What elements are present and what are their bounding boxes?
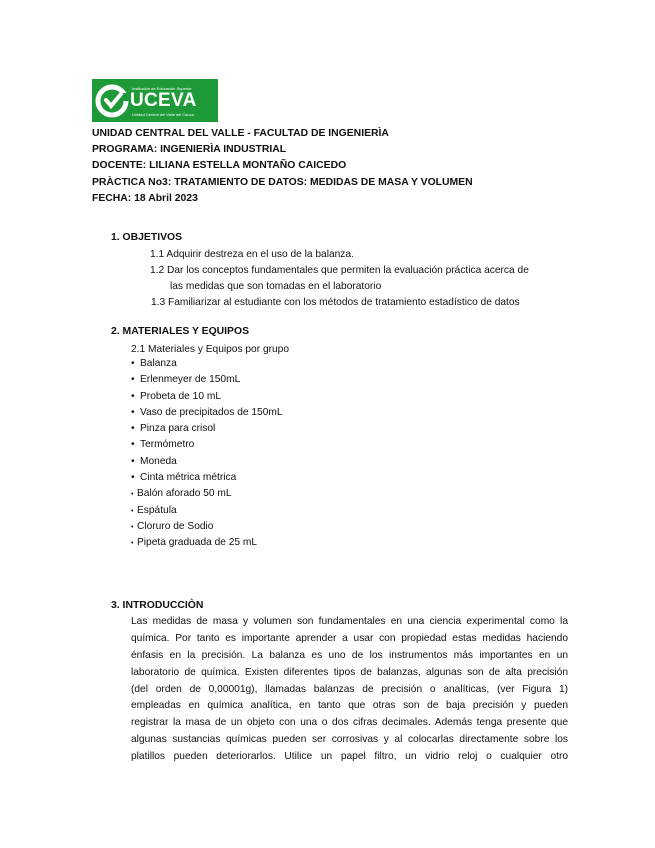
logo-institution-text: Institución de Educación Superior: [132, 86, 192, 91]
bullet-icon: •: [131, 491, 134, 499]
bullet-icon: •: [131, 439, 135, 451]
bullet-icon: •: [131, 390, 135, 402]
bullet-icon: •: [131, 406, 135, 418]
bullet-icon: •: [131, 507, 134, 515]
bullet-icon: •: [131, 472, 135, 484]
list-item: • Cloruro de Sodio: [131, 519, 283, 535]
materiales-subtitle: 2.1 Materiales y Equipos por grupo: [131, 344, 289, 355]
paragraph-line: énfasis en la precisión. La balanza es uno de los instrumentos más importantes en un: [131, 649, 568, 661]
section-materiales-title: 2. MATERIALES Y EQUIPOS: [111, 326, 249, 337]
paragraph-line: algunas sustancias químicas pueden ser corrosivas y al colocarlas directamente sobre los: [131, 734, 568, 746]
logo-brand-text: UCEVA: [130, 90, 197, 111]
list-item: • Cinta métrica métrica: [131, 470, 283, 486]
materiales-list: [131, 356, 283, 552]
header-date: FECHA: 18 Abril 2023: [92, 193, 198, 204]
introduccion-paragraph: [131, 614, 568, 766]
header-practice: PRÀCTICA No3: TRATAMIENTO DE DATOS: MEDIDAS DE MASA Y VOLUMEN: [92, 177, 473, 188]
bullet-icon: •: [131, 455, 135, 467]
objetivo-1-1: 1.1 Adquirir destreza en el uso de la balanza.: [150, 249, 354, 260]
paragraph-line: química. Por tanto es importante aprender a usar con propiedad estas medidas haciendo: [131, 632, 568, 644]
header-university: UNIDAD CENTRAL DEL VALLE - FACULTAD DE INGENIERÌA: [92, 128, 389, 139]
bullet-icon: •: [131, 540, 134, 548]
bullet-icon: •: [131, 423, 135, 435]
list-item: • Termómetro: [131, 437, 283, 453]
objetivo-1-3: 1.3 Familiarizar al estudiante con los métodos de tratamiento estadístico de datos: [151, 297, 520, 308]
header-teacher: DOCENTE: LILIANA ESTELLA MONTAÑO CAICEDO: [92, 160, 347, 171]
paragraph-line: platillos pueden deteriorarlos. Utilice un papel filtro, un vidrio reloj o cualquier otro: [131, 751, 568, 763]
list-item: • Espátula: [131, 503, 283, 519]
paragraph-line: (del orden de 0,00001g), llamadas balanzas de precisión o analíticas, (ver Figura 1): [131, 683, 568, 695]
paragraph-line: laboratorio de química. Existen diferentes tipos de balanzas, algunas son de alta precisión: [131, 666, 568, 678]
list-item: • Balón aforado 50 mL: [131, 486, 283, 502]
section-objetivos-title: 1. OBJETIVOS: [111, 232, 183, 243]
objetivo-1-2-line1: 1.2 Dar los conceptos fundamentales que permiten la evaluación práctica acerca de: [150, 265, 529, 276]
bullet-icon: •: [131, 358, 135, 369]
list-item: • Probeta de 10 mL: [131, 389, 283, 405]
header-program: PROGRAMA: INGENIERÌA INDUSTRIAL: [92, 144, 287, 155]
uceva-emblem-icon: [94, 83, 130, 119]
paragraph-line: registrar la masa de un objeto con una o dos cifras decimales. Además tenga presente que: [131, 717, 568, 729]
objetivo-1-2-line2: las medidas que son tomadas en el laboratorio: [170, 281, 382, 292]
list-item: • Moneda: [131, 454, 283, 470]
uceva-logo: [92, 79, 218, 122]
paragraph-line: Las medidas de masa y volumen son fundamentales en una ciencia experimental como la: [131, 616, 568, 627]
list-item: • Erlenmeyer de 150mL: [131, 372, 283, 388]
list-item: • Pipeta graduada de 25 mL: [131, 535, 283, 551]
logo-subtitle-text: Unidad Central del Valle del Cauca: [132, 112, 194, 117]
paragraph-line: empleadas en química analítica, en tanto que otras son de baja precisión y pueden: [131, 700, 568, 712]
bullet-icon: •: [131, 374, 135, 386]
bullet-icon: •: [131, 523, 134, 531]
section-introduccion-title: 3. INTRODUCCIÒN: [111, 600, 204, 611]
list-item: • Pinza para crisol: [131, 421, 283, 437]
list-item: • Balanza: [131, 356, 283, 372]
list-item: • Vaso de precipitados de 150mL: [131, 405, 283, 421]
